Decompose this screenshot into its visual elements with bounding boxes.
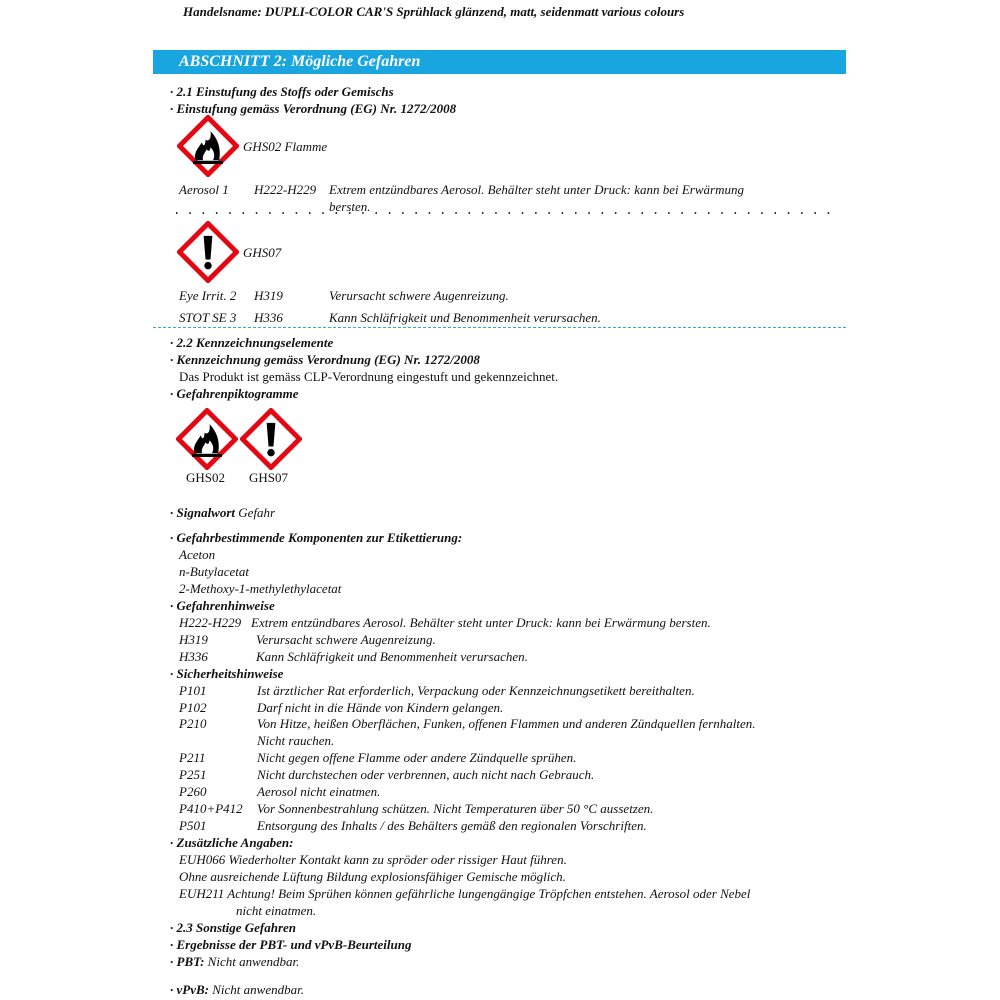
pictogram-label-ghs07: GHS07 — [249, 470, 289, 485]
hazard-text: Extrem entzündbares Aerosol. Behälter steht unter Druck: kann bei Erwärmung bersten. — [251, 615, 711, 630]
hazard-text: Verursacht schwere Augenreizung. — [256, 632, 436, 647]
additional-info-heading: · Zusätzliche Angaben: — [170, 835, 294, 850]
pbt-label: · PBT: — [170, 954, 205, 969]
ghs02-flame-icon — [176, 408, 238, 470]
subheading-labelling: · Kennzeichnung gemäss Verordnung (EG) Nr. 1272/2008 — [170, 352, 480, 367]
text-h222-h229-cont: bersten. — [329, 199, 371, 214]
precaution-text: Nicht gegen offene Flamme oder andere Zündquelle sprühen. — [257, 750, 577, 765]
trade-name: Handelsname: DUPLI-COLOR CAR'S Sprühlack glänzend, matt, seidenmatt various colours — [183, 4, 685, 19]
additional-info-line: EUH066 Wiederholter Kontakt kann zu spröder oder rissiger Haut führen. — [179, 852, 567, 867]
precautionary-statements-heading: · Sicherheitshinweise — [170, 666, 284, 681]
precaution-text: Ist ärztlicher Rat erforderlich, Verpackung oder Kennzeichnungsetikett bereithalten. — [257, 683, 695, 698]
hazard-text: Kann Schläfrigkeit und Benommenheit verursachen. — [256, 649, 528, 664]
precaution-code: P260 — [179, 784, 207, 799]
precaution-code: P210 — [179, 716, 207, 731]
components-heading: · Gefahrbestimmende Komponenten zur Etikettierung: — [170, 530, 463, 545]
section-title: ABSCHNITT 2: Mögliche Gefahren — [179, 53, 421, 70]
pictogram-label-ghs02: GHS02 — [186, 470, 226, 485]
precaution-code: P501 — [179, 818, 207, 833]
text-h222-h229: Extrem entzündbares Aerosol. Behälter steht unter Druck: kann bei Erwärmung — [329, 182, 744, 197]
hazard-code: H319 — [179, 632, 208, 647]
hazard-code: H336 — [179, 649, 208, 664]
component-item: Aceton — [179, 547, 216, 562]
ghs07-label: GHS07 — [243, 245, 282, 260]
heading-2-3: · 2.3 Sonstige Gefahren — [170, 920, 297, 935]
subheading-classification: · Einstufung gemäss Verordnung (EG) Nr. 1272/2008 — [170, 101, 457, 116]
ghs02-flame-icon — [177, 115, 239, 177]
ghs07-exclamation-icon — [240, 408, 302, 470]
precaution-text: Nicht durchstechen oder verbrennen, auch nicht nach Gebrauch. — [257, 767, 595, 782]
text-h319: Verursacht schwere Augenreizung. — [329, 288, 509, 303]
precaution-text: Aerosol nicht einatmen. — [257, 784, 381, 799]
pbt-value: Nicht anwendbar. — [207, 954, 300, 969]
ghs02-label: GHS02 Flamme — [243, 139, 328, 154]
additional-info-line-cont: nicht einatmen. — [236, 903, 317, 918]
text-h336: Kann Schläfrigkeit und Benommenheit verursachen. — [329, 310, 601, 325]
code-h222-h229: H222-H229 — [254, 182, 317, 197]
pbt-vpvb-heading: · Ergebnisse der PBT- und vPvB-Beurteilung — [170, 937, 412, 952]
code-h336: H336 — [254, 310, 283, 325]
precaution-code: P211 — [179, 750, 206, 765]
pictograms-heading: · Gefahrenpiktogramme — [170, 386, 299, 401]
section-header — [153, 50, 846, 74]
class-aerosol: Aerosol 1 — [179, 182, 229, 197]
class-stot-se: STOT SE 3 — [179, 310, 237, 325]
precaution-text-cont: Nicht rauchen. — [257, 733, 335, 748]
class-eye-irrit: Eye Irrit. 2 — [179, 288, 237, 303]
component-item: 2-Methoxy-1-methylethylacetat — [179, 581, 342, 596]
hazard-code: H222-H229 — [179, 615, 242, 630]
dashed-separator — [153, 327, 846, 328]
precaution-code: P251 — [179, 767, 207, 782]
precaution-code: P102 — [179, 700, 207, 715]
signal-word-value: Gefahr — [238, 505, 276, 520]
precaution-text: Entsorgung des Inhalts / des Behälters gemäß den regionalen Vorschriften. — [257, 818, 647, 833]
heading-2-1: · 2.1 Einstufung des Stoffs oder Gemischs — [170, 84, 394, 99]
ghs07-exclamation-icon — [177, 221, 239, 283]
vpvb-value: Nicht anwendbar. — [212, 982, 304, 997]
component-item: n-Butylacetat — [179, 564, 250, 579]
precaution-text: Vor Sonnenbestrahlung schützen. Nicht Temperaturen über 50 °C aussetzen. — [257, 801, 654, 816]
clp-note: Das Produkt ist gemäss CLP-Verordnung eingestuft und gekennzeichnet. — [179, 369, 559, 384]
additional-info-line: Ohne ausreichende Lüftung Bildung explosionsfähiger Gemische möglich. — [179, 869, 566, 884]
additional-info-line: EUH211 Achtung! Beim Sprühen können gefährliche lungengängige Tröpfchen entstehen. Aerosol oder Nebel — [179, 886, 751, 901]
precaution-text: Von Hitze, heißen Oberflächen, Funken, offenen Flammen und anderen Zündquellen fernhalten. — [257, 716, 756, 731]
code-h319: H319 — [254, 288, 283, 303]
vpvb-label: · vPvB: — [170, 982, 209, 997]
precaution-code: P410+P412 — [179, 801, 243, 816]
precaution-code: P101 — [179, 683, 207, 698]
hazard-statements-heading: · Gefahrenhinweise — [170, 598, 275, 613]
heading-2-2: · 2.2 Kennzeichnungselemente — [170, 335, 334, 350]
signal-word-label: · Signalwort — [170, 505, 236, 520]
dotted-separator — [176, 210, 840, 216]
precaution-text: Darf nicht in die Hände von Kindern gelangen. — [257, 700, 504, 715]
